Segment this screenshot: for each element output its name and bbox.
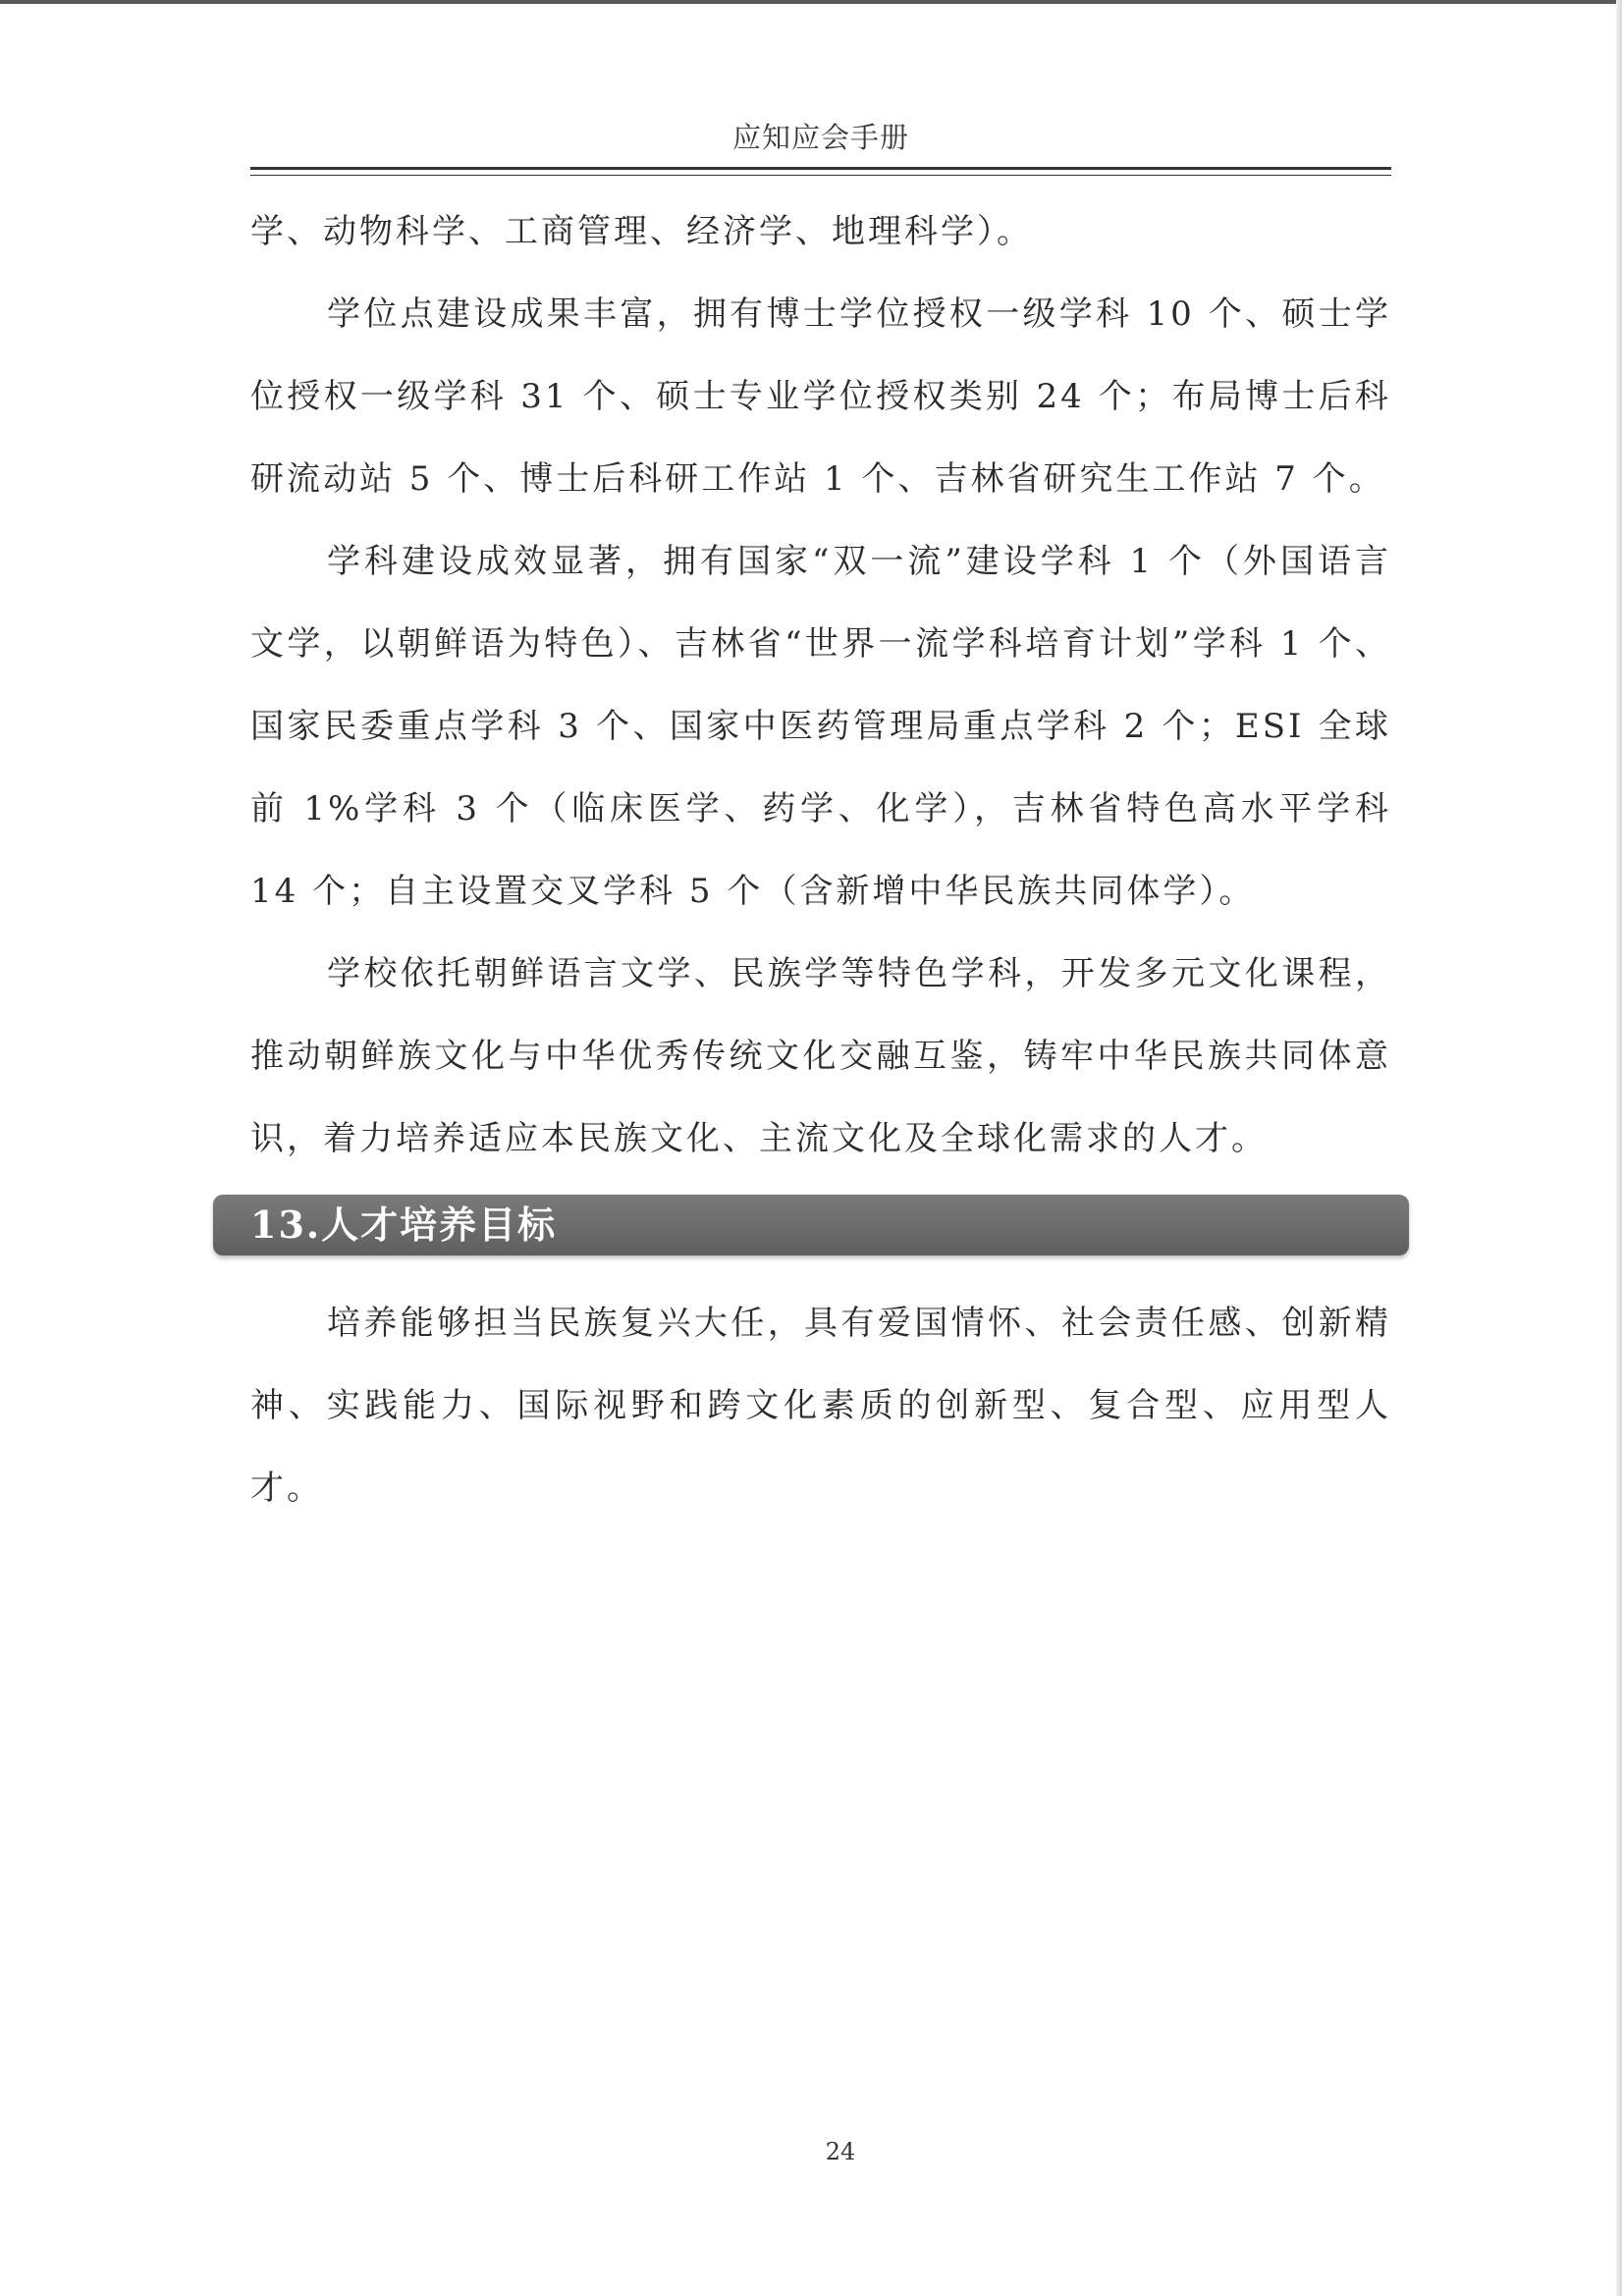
running-header: 应知应会手册 bbox=[731, 121, 909, 154]
header-rule-thin bbox=[250, 175, 1391, 176]
header-rule-thick bbox=[250, 167, 1391, 170]
scan-edge-top bbox=[0, 0, 1622, 4]
paragraph-multicultural-courses: 学校依托朝鲜语言文学、民族学等特色学科，开发多元文化课程，推动朝鲜族文化与中华优秀传统文化交融互鉴，铸牢中华民族共同体意识，着力培养适应本民族文化、主流文化及全球化需求的人才。 bbox=[250, 954, 1391, 1158]
scan-edge-right bbox=[1616, 0, 1622, 2296]
paragraph-talent-goals: 培养能够担当民族复兴大任，具有爱国情怀、社会责任感、创新精神、实践能力、国际视野和跨文化素质的创新型、复合型、应用型人才。 bbox=[250, 1304, 1391, 1508]
paragraph-degree-programs: 学位点建设成果丰富，拥有博士学位授权一级学科 10 个、硕士学位授权一级学科 31 个、硕士专业学位授权类别 24 个；布局博士后科研流动站 5 个、博士后科研工作站 1 个、吉林省研究生工作站 7 个。 bbox=[250, 294, 1391, 499]
section-heading-bar bbox=[213, 1195, 1409, 1255]
paragraph-discipline-construction: 学科建设成效显著，拥有国家“双一流”建设学科 1 个（外国语言文学，以朝鲜语为特色）、吉林省“世界一流学科培育计划”学科 1 个、国家民委重点学科 3 个、国家中医药管理局重点学科 2 个；ESI 全球前 1%学科 3 个（临床医学、药学、化学），吉林省特色高水平学科 14 个；自主设置交叉学科 5 个（含新增中华民族共同体学）。 bbox=[250, 542, 1391, 911]
continued-paragraph: 学、动物科学、工商管理、经济学、地理科学）。 bbox=[250, 212, 1033, 251]
section-heading-title: 13.人才培养目标 bbox=[250, 1202, 558, 1247]
page-number: 24 bbox=[825, 2138, 856, 2165]
